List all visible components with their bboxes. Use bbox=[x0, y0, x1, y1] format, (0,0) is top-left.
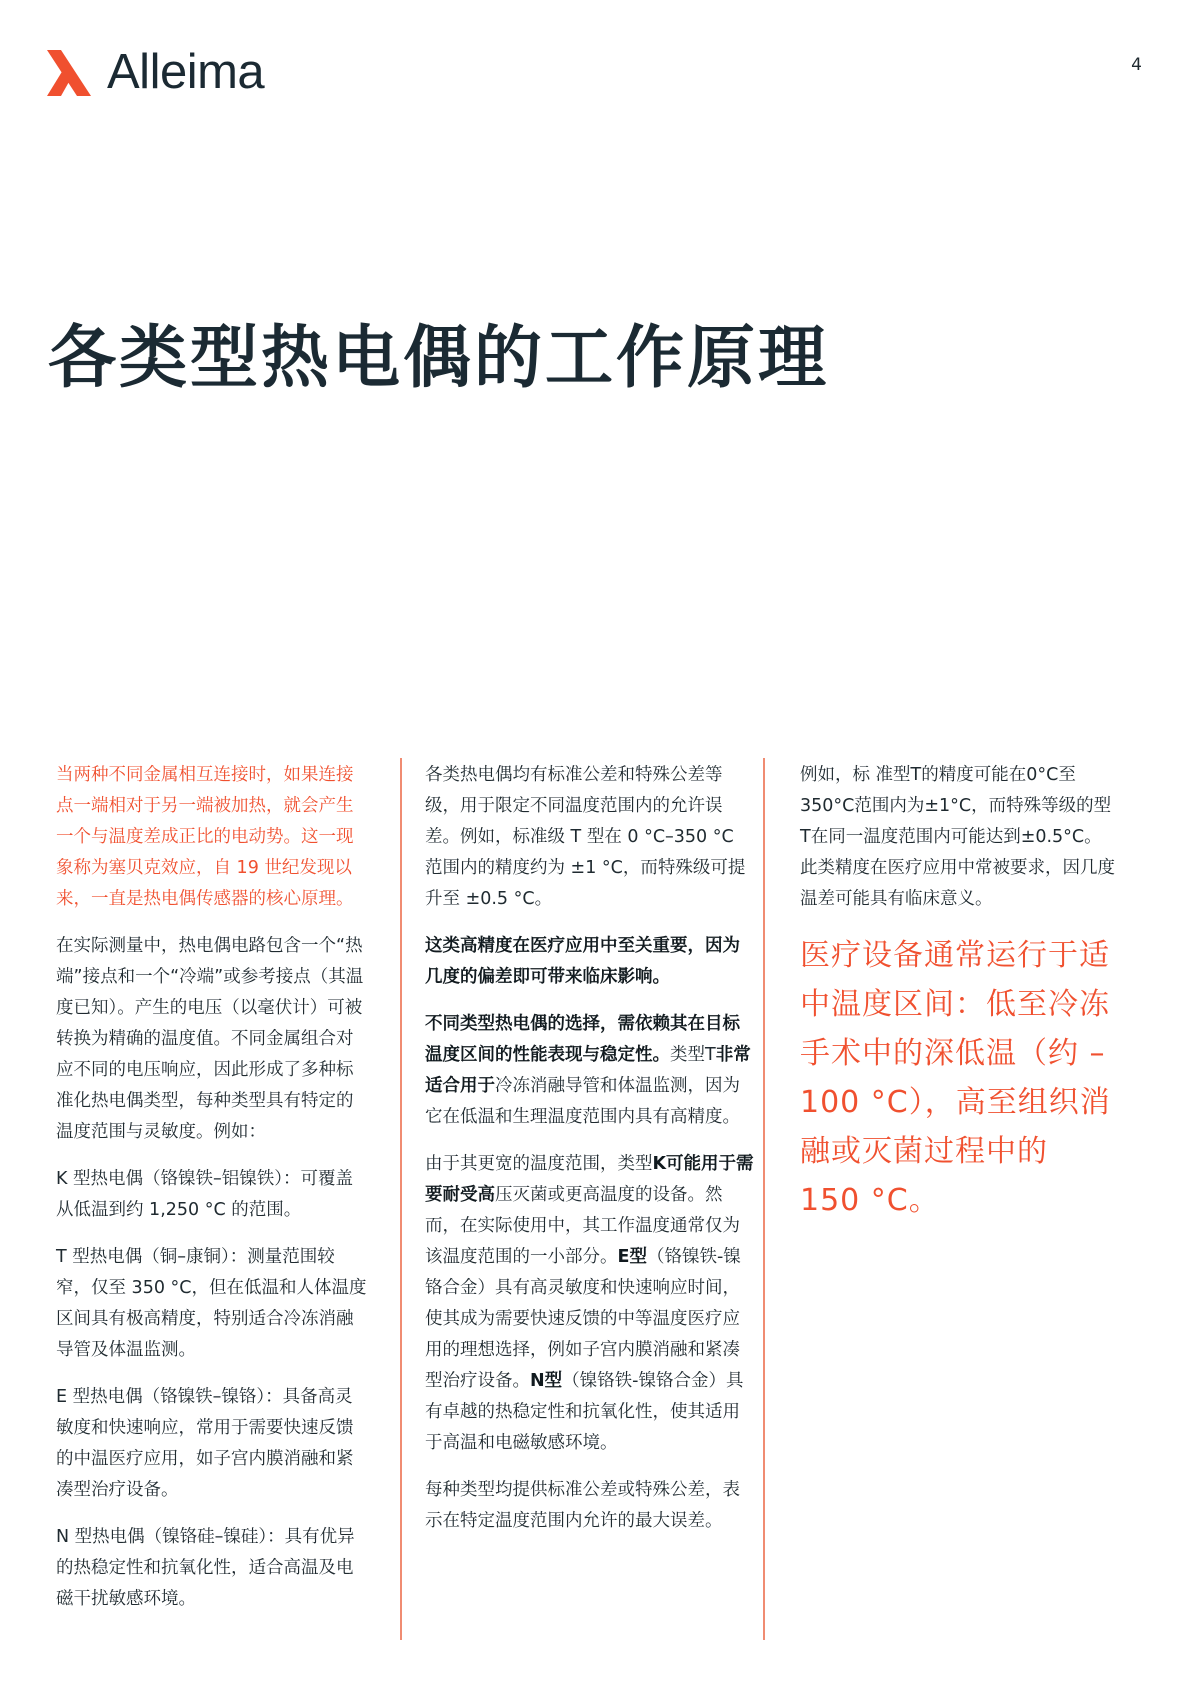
e-type-paragraph: E 型热电偶（铬镍铁–镍铬）：具备高灵敏度和快速响应，常用于需要快速反馈的中温医疗应用，如子宫内膜消融和紧凑型治疗设备。 bbox=[56, 1387, 354, 1500]
type-k-lead: 由于其更宽的温度范围，类型 bbox=[425, 1154, 653, 1174]
page-number: 4 bbox=[1131, 55, 1142, 75]
pull-quote: 医疗设备通常运行于适中温度区间：低至冷冻手术中的深低温（约 –100 °C），高至组织消融或灭菌过程中的 150 °C。 bbox=[800, 938, 1111, 1218]
types-paragraph bbox=[425, 1149, 755, 1459]
page-title: 各类型热电偶的工作原理 bbox=[48, 319, 830, 398]
precision-emphasis: 这类高精度在医疗应用中至关重要，因为几度的偏差即可带来临床影响。 bbox=[425, 936, 740, 987]
tolerance-paragraph: 各类热电偶均有标准公差和特殊公差等级，用于限定不同温度范围内的允许误差。例如，标准级 T 型在 0 °C–350 °C 范围内的精度约为 ±1 °C，而特殊级可提升至 ±0.5 °C。 bbox=[425, 765, 746, 909]
type-k-emphasis: K可能用于需要耐受高 bbox=[425, 1154, 754, 1205]
body-paragraph: 在实际测量中，热电偶电路包含一个“热端”接点和一个“冷端”或参考接点（其温度已知）。产生的电压（以毫伏计）可被转换为精确的温度值。不同金属组合对应不同的电压响应，因此形成了多种标准化热电偶类型，每种类型具有特定的温度范围与灵敏度。例如： bbox=[56, 936, 364, 1142]
type-t-text: 冷冻消融导管和体温监测，因为它在低温和生理温度范围内具有高精度。 bbox=[425, 1076, 740, 1127]
brand-logo bbox=[45, 45, 265, 99]
column-divider bbox=[400, 758, 402, 1640]
column-left bbox=[56, 760, 368, 1631]
column-middle bbox=[425, 760, 755, 1553]
selection-paragraph bbox=[425, 1009, 755, 1133]
t-type-paragraph: T 型热电偶（铜–康铜）：测量范围较窄，仅至 350 °C，但在低温和人体温度区间具有极高精度，特别适合冷冻消融导管及体温监测。 bbox=[56, 1247, 367, 1360]
type-t-label: 类型T bbox=[670, 1045, 716, 1065]
type-k-text: 压灭菌或更高温度的设备。然而，在实际使用中，其工作温度通常仅为该温度范围的一小部分。 bbox=[425, 1185, 740, 1267]
type-n-text: （镍铬铁-镍铬合金）具有卓越的热稳定性和抗氧化性，使其适用于高温和电磁敏感环境。 bbox=[425, 1371, 744, 1453]
column-divider bbox=[763, 758, 765, 1640]
k-type-paragraph: K 型热电偶（铬镍铁–铝镍铁）：可覆盖从低温到约 1,250 °C 的范围。 bbox=[56, 1169, 354, 1220]
type-e-text: （铬镍铁-镍铬合金）具有高灵敏度和快速响应时间，使其成为需要快速反馈的中等温度医疗应用的理想选择，例如子宫内膜消融和紧凑型治疗设备。 bbox=[425, 1247, 741, 1391]
type-n-label: N型 bbox=[530, 1371, 563, 1391]
type-e-label: E型 bbox=[617, 1247, 647, 1267]
type-t-emphasis: 非常适合用于 bbox=[425, 1045, 751, 1096]
tolerance-summary-paragraph: 每种类型均提供标准公差或特殊公差，表示在特定温度范围内允许的最大误差。 bbox=[425, 1480, 740, 1531]
selection-emphasis: 不同类型热电偶的选择，需依赖其在目标温度区间的性能表现与稳定性。 bbox=[425, 1014, 740, 1065]
intro-paragraph: 当两种不同金属相互连接时，如果连接点一端相对于另一端被加热，就会产生一个与温度差成正比的电动势。这一现象称为塞贝克效应，自 19 世纪发现以来，一直是热电偶传感器的核心原理。 bbox=[56, 765, 354, 909]
n-type-paragraph: N 型热电偶（镍铬硅–镍硅）：具有优异的热稳定性和抗氧化性，适合高温及电磁干扰敏感环境。 bbox=[56, 1527, 355, 1609]
alleima-logo-icon bbox=[45, 50, 95, 96]
example-paragraph: 例如，标 准型T的精度可能在0°C至350°C范围内为±1°C，而特殊等级的型T在同一温度范围内可能达到±0.5°C。此类精度在医疗应用中常被要求，因几度温差可能具有临床意义。 bbox=[800, 765, 1115, 909]
column-right bbox=[800, 760, 1118, 1241]
brand-name: Alleima bbox=[107, 45, 265, 99]
